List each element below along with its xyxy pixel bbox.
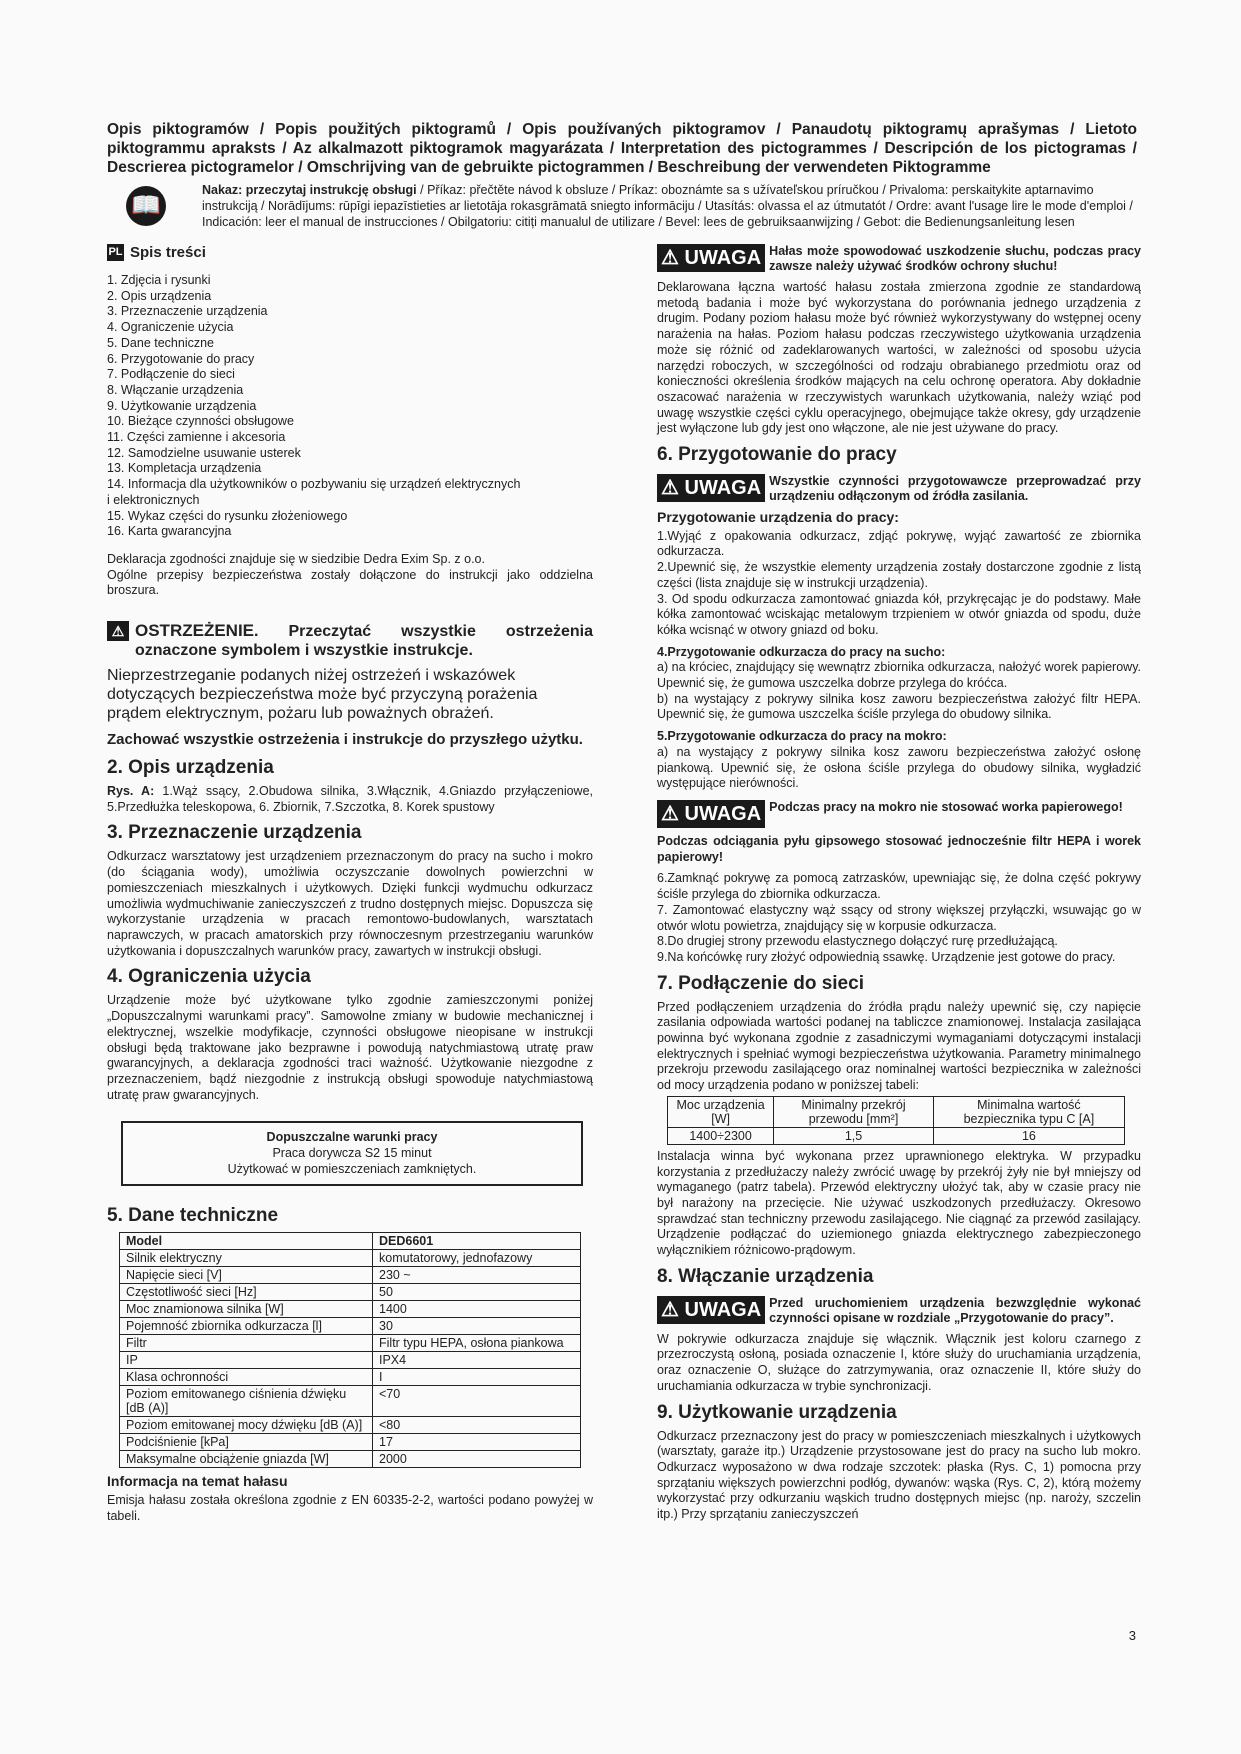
table-row [120, 1284, 581, 1301]
param-value: Filtr typu HEPA, osłona piankowa [373, 1335, 581, 1352]
wet-step-a: a) na wystający z pokrywy silnika kosz zaworu bezpieczeństwa założyć osłonę piankową. Upewnić się, że osłona ściśle przylega do obudowy silnika, wygładzić występujące nierówności. [657, 744, 1141, 791]
param-value: I [373, 1369, 581, 1386]
toc-item: 12. Samodzielne usuwanie usterek [107, 445, 301, 460]
section-3-text: Odkurzacz warsztatowy jest urządzeniem przeznaczonym do pracy na sucho i mokro (do ściągania wody), umożliwia oczyszczanie dowolnych powierzchni w pomieszczeniach mieszkalnych i użytkowych. Dzięki funkcji wydmuchu odkurzacz umożliwia wydmuchiwanie zanieczyszczeń z trudno dostępnych miejsc. Dopuszcza się wykorzystanie urządzenia w pracach remontowo-budowlanych, warsztatach naprawczych, w pracach amatorskich przy równoczesnym przestrzeganiu warunków użytkowania i dopuszczalnych warunków pracy, zawartych w instrukcji obsługi. [107, 849, 593, 958]
uwaga-badge: ⚠ UWAGA [657, 800, 765, 828]
table-row [120, 1301, 581, 1318]
table-row [120, 1434, 581, 1451]
toc-item: 15. Wykaz części do rysunku złożeniowego [107, 508, 348, 523]
dry-step-b: b) na wystający z pokrywy silnika kosz zaworu bezpieczeństwa założyć filtr HEPA. Upewnić się, że gumowa uszczelka ściśle przylega do obudowy silnika. [657, 691, 1141, 722]
table-row [120, 1335, 581, 1352]
section-6-title: 6. Przygotowanie do pracy [657, 444, 897, 466]
section-3-title: 3. Przeznaczenie urządzenia [107, 822, 362, 844]
toc-list [107, 273, 593, 540]
work-conditions-box: Dopuszczalne warunki pracy Praca dorywcza S2 15 minut Użytkować w pomieszczeniach zamkniętych. [121, 1121, 583, 1186]
noise-declaration: Deklarowana łączna wartość hałasu została zmierzona zgodnie ze standardową metodą badania i może być wykorzystana do porównania jednego urządzenia z drugim. Podany poziom hałasu może być również wykorzystywany do wstępnej oceny narażenia na hałas. Poziom hałasu podczas rzeczywistego użytkowania urządzenia może się różnić od zadeklarowanych wartości, w zależności od sposobu użycia narzędzi roboczych, w szczególności od rodzaju obrabianego przedmiotu oraz od konieczności określenia środków mających na celu ochronę operatora. Aby dokładnie oszacować narażenia w rzeczywistych warunkach użytkowania, należy wziąć pod uwagę wszystkie części cyklu operacyjnego, obejmujące także okresy, gdy urządzenie jest wyłączone lub gdy jest ono włączone, ale nie jest używane do pracy. [657, 280, 1141, 436]
param-name: Model [120, 1233, 373, 1250]
toc-item: 6. Przygotowanie do pracy [107, 351, 255, 366]
table-row [120, 1417, 581, 1434]
read-manual-icon: 📖 [126, 186, 166, 226]
pictograms-header: Opis piktogramów / Popis použitých piktogramů / Opis používaných piktogramov / Panaudotų piktogramų aprašymas / Lietoto piktogrammu apraksts / Az alkalmazott piktogramok magyarázata / Interpretation des pictogrammes / Descripción de los pictogramas / Descrierea pictogramelor / Omschrijving van de gebruikte pictogrammen / Beschreibung der verwendeten Piktogramme [107, 121, 1137, 176]
warning-body: Nieprzestrzeganie podanych niżej ostrzeżeń i wskazówek dotyczących bezpieczeństwa może być przyczyną porażenia prądem elektrycznym, pożaru lub poważnych obrażeń. [107, 667, 538, 723]
warning-block [107, 621, 593, 660]
page-number: 3 [1128, 1628, 1136, 1643]
param-name: Poziom emitowanej mocy dźwięku [dB (A)] [120, 1417, 373, 1434]
param-value: DED6601 [373, 1233, 581, 1250]
table-row [120, 1267, 581, 1284]
param-value: IPX4 [373, 1352, 581, 1369]
param-name: Maksymalne obciążenie gniazda [W] [120, 1451, 373, 1468]
param-name: Podciśnienie [kPa] [120, 1434, 373, 1451]
pictogram-description: Nakaz: przeczytaj instrukcję obsługi / Příkaz: přečtěte návod k obsluze / Príkaz: oboznámte sa s užívateľskou príručkou / Privaloma: perskaitykite aptarnavimo instrukciją / Norādījums: rūpīgi iepazīstieties ar lietotāja rokasgrāmatā sniegto informāciju / Utasítás: olvassa el az útmutatót / Ordre: avant l'usage lire le mode d'emploi / Indicación: leer el manual de instrucciones / Obilgatoriu: citiți manualul de utilizare / Bevel: lees de gebruiksaanwijzing / Gebot: die Bedienungsanleitung lesen [202, 183, 1133, 229]
warning-triangle-icon: ⚠ [107, 621, 129, 641]
prep-step-3: 3. Od spodu odkurzacza zamontować gniazda kół, przykręcając je do podstawy. Małe kółka zamontować wciskając metalowym trzpieniem w otwór gniazda od spodu, duże kółka wcisnąć w otwory gniazd od boku. [657, 591, 1141, 637]
param-name: Pojemność zbiornika odkurzacza [l] [120, 1318, 373, 1335]
declaration-note: Deklaracja zgodności znajduje się w siedzibie Dedra Exim Sp. z o.o. [107, 551, 485, 566]
uwaga-badge: ⚠ UWAGA [657, 474, 765, 502]
param-name: Moc znamionowa silnika [W] [120, 1301, 373, 1318]
table-row [120, 1451, 581, 1468]
toc-item: 9. Użytkowanie urządzenia [107, 398, 257, 413]
param-value: komutatorowy, jednofazowy [373, 1250, 581, 1267]
param-name: Silnik elektryczny [120, 1250, 373, 1267]
param-name: Poziom emitowanego ciśnienia dźwięku [dB (A)] [120, 1386, 373, 1417]
section-5-title: 5. Dane techniczne [107, 1205, 279, 1227]
uwaga-wet: ⚠ UWAGA Podczas pracy na mokro nie stosować worka papierowego! [657, 800, 1141, 828]
wet-title: 5.Przygotowanie odkurzacza do pracy na mokro: [657, 729, 947, 744]
dry-step-a: a) na króciec, znajdujący się wewnątrz zbiornika odkurzacza, nałożyć worek papierowy. Upewnić się, że gumowa uszczelka dobrze przylega do króćca. [657, 660, 1141, 691]
toc-item: 7. Podłączenie do sieci [107, 367, 235, 382]
param-name: Klasa ochronności [120, 1369, 373, 1386]
param-value: <70 [373, 1386, 581, 1417]
section-7-text-2: Instalacja winna być wykonana przez uprawnionego elektryka. W przypadku korzystania z przedłużaczy należy zwrócić uwagę by przekrój żyły nie był mniejszy od wymaganego (patrz tabela). Przewód elektryczny ułożyć tak, aby w czasie pracy nie był narażony na przecięcie. Nie używać uszkodzonych przedłużaczy. Okresowo sprawdzać stan techniczny przewodu zasilającego. Nie ciągnąć za przewód zasilający. Urządzenie podłączać do uziemionego gniazda elektrycznego zabezpieczonego wyłącznikiem różnicowo-prądowym. [657, 1148, 1141, 1258]
uwaga-badge: ⚠ UWAGA [657, 244, 765, 272]
toc-item: 5. Dane techniczne [107, 335, 215, 350]
param-value: 1400 [373, 1301, 581, 1318]
toc-item: 4. Ograniczenie użycia [107, 320, 234, 335]
section-8-text: W pokrywie odkurzacza znajduje się włącznik. Włącznik jest koloru czarnego z przezroczystą osłoną, posiada oznaczenie I, które służy do uruchamiania urządzenia, oraz oznaczenie O, służące do zatrzymywania, oraz oznaczenie II, które służy do uruchamiania odkurzacza w trybie synchronizacji. [657, 1331, 1141, 1393]
section-2-title: 2. Opis urządzenia [107, 757, 274, 779]
table-row [120, 1250, 581, 1267]
toc-item: 8. Włączanie urządzenia [107, 382, 244, 397]
toc-title: Spis treści [130, 243, 206, 261]
toc-item: 16. Karta gwarancyjna [107, 524, 232, 539]
warning-heading: OSTRZEŻENIE. Przeczytać wszystkie ostrzeżenia oznaczone symbolem i wszystkie instrukcje. [135, 621, 593, 660]
prep-step-9: 9.Na końcówkę rury złożyć odpowiednią ssawkę. Urządzenie jest gotowe do pracy. [657, 949, 1116, 964]
table-row [120, 1369, 581, 1386]
section-7-text: Przed podłączeniem urządzenia do źródła prądu należy upewnić się, czy napięcie zasilania odpowiada wartości podanej na tabliczce znamionowej. Instalacja zasilająca powinna być wykonana zgodnie z zasadniczymi wymaganiami dotyczącymi instalacji elektrycznych i spełniać wymogi bezpieczeństwa użytkowania. Parametry minimalnego przekroju przewodu zasilającego oraz nominalnej wartości bezpiecznika w zależności od mocy urządzenia podano w poniższej tabeli: [657, 999, 1141, 1093]
param-value: 50 [373, 1284, 581, 1301]
prep-step-1: 1.Wyjąć z opakowania odkurzacz, zdjąć pokrywę, wyjąć zawartość ze zbiornika odkurzacza. [657, 528, 1141, 559]
prep-step-2: 2.Upewnić się, że wszystkie elementy urządzenia zostały dostarczone zgodnie z listą części (lista znajduje się w instrukcji urządzenia). [657, 560, 1141, 590]
warning-keep: Zachować wszystkie ostrzeżenia i instrukcje do przyszłego użytku. [107, 731, 583, 749]
gypsum-note: Podczas odciągania pyłu gipsowego stosować jednocześnie filtr HEPA i worek papierowy! [657, 833, 1141, 864]
param-name: IP [120, 1352, 373, 1369]
section-8-title: 8. Włączanie urządzenia [657, 1265, 874, 1287]
toc-item: 10. Bieżące czynności obsługowe [107, 414, 294, 429]
right-column [657, 244, 1141, 1529]
section-7-title: 7. Podłączenie do sieci [657, 972, 864, 994]
section-4-title: 4. Ograniczenia użycia [107, 966, 311, 988]
section-9-title: 9. Użytkowanie urządzenia [657, 1401, 897, 1423]
toc-item: 2. Opis urządzenia [107, 288, 212, 303]
pl-flag-icon: PL [107, 244, 124, 261]
table-row [120, 1352, 581, 1369]
left-column [107, 244, 593, 1530]
toc-item: 11. Części zamienne i akcesoria [107, 430, 286, 445]
toc-heading [107, 244, 593, 261]
toc-item: 13. Kompletacja urządzenia [107, 461, 262, 476]
param-value: 30 [373, 1318, 581, 1335]
dry-title: 4.Przygotowanie odkurzacza do pracy na sucho: [657, 644, 946, 659]
section-9-text: Odkurzacz przeznaczony jest do pracy w pomieszczeniach mieszkalnych i użytkowych (warsztaty, garaże itp.) Urządzenie przystosowane jest do pracy na sucho lub mokro. Odkurzacz wyposażono w dwa rodzaje szczotek: płaska (Rys. C, 1) pomocna przy sprzątaniu większych powierzchni podłóg, dywanów: wąska (Rys. C, 2), którą możemy wykorzystać przy odkurzaniu wąskich trudno dostępnych miejsc (np. naroży, szczelin itp.) Przy sprzątaniu zanieczyszczeń [657, 1428, 1141, 1522]
toc-item: i elektronicznych [107, 492, 200, 507]
tech-data-table [119, 1232, 581, 1468]
section-2-text: Rys. A: 1.Wąż ssący, 2.Obudowa silnika, 3.Włącznik, 4.Gniazdo przyłączeniowe, 5.Przedłużka teleskopowa, 6. Zbiornik, 7.Szczotka, 8. Korek spustowy [107, 784, 593, 814]
param-name: Filtr [120, 1335, 373, 1352]
param-value: 17 [373, 1434, 581, 1451]
toc-item: 1. Zdjęcia i rysunki [107, 273, 211, 287]
param-value: 230 ~ [373, 1267, 581, 1284]
noise-info-text: Emisja hałasu została określona zgodnie z EN 60335-2-2, wartości podano powyżej w tabeli. [107, 1493, 593, 1523]
uwaga-start: ⚠ UWAGA Przed uruchomieniem urządzenia bezwzględnie wykonać czynności opisane w rozdziale „Przygotowanie do pracy”. [657, 1296, 1141, 1326]
param-name: Częstotliwość sieci [Hz] [120, 1284, 373, 1301]
prep-step-8: 8.Do drugiej strony przewodu elastycznego dołączyć rurę przedłużającą. [657, 934, 1058, 949]
noise-info-title: Informacja na temat hałasu [107, 1473, 288, 1490]
section-4-text: Urządzenie może być użytkowane tylko zgodnie zamieszczonymi poniżej „Dopuszczalnymi warunkami pracy”. Samowolne zmiany w budowie mechanicznej i elektrycznej, wszelkie modyfikacje, czynności obsługowe nieopisane w instrukcji obsługi będą traktowane jako bezprawne i powodują natychmiastową utratę praw gwarancyjnych, a deklaracja zgodności traci ważność. Użytkowanie niezgodne z przeznaczeniem, bądź niezgodnie z instrukcją obsługi spowoduje natychmiastową utratę praw gwarancyjnych. [107, 993, 593, 1102]
prep-step-7: 7. Zamontować elastyczny wąż ssący od strony większej przyłączki, wsuwając go w otwór wlotu powietrza, znajdujący się w korpusie odkurzacza. [657, 902, 1141, 933]
prep-title: Przygotowanie urządzenia do pracy: [657, 509, 899, 526]
param-value: <80 [373, 1417, 581, 1434]
table-row [120, 1318, 581, 1335]
table-row [120, 1233, 581, 1250]
uwaga-noise: ⚠ UWAGA Hałas może spowodować uszkodzenie słuchu, podczas pracy zawsze należy używać środków ochrony słuchu! [657, 244, 1141, 274]
prep-step-6: 6.Zamknąć pokrywę za pomocą zatrzasków, upewniając się, że dolna część pokrywy ściśle przylega do zbiornika odkurzacza. [657, 871, 1141, 902]
param-name: Napięcie sieci [V] [120, 1267, 373, 1284]
general-safety-note: Ogólne przepisy bezpieczeństwa zostały dołączone do instrukcji jako oddzielna broszura. [107, 567, 593, 598]
toc-item: 14. Informacja dla użytkowników o pozbywaniu się urządzeń elektrycznych [107, 477, 521, 492]
toc-item: 3. Przeznaczenie urządzenia [107, 304, 268, 319]
param-value: 2000 [373, 1451, 581, 1468]
fuse-table: Moc urządzenia [W] Minimalny przekrój przewodu [mm²] Minimalna wartość bezpiecznika typu C [A] 1400÷2300 1,5 16 [667, 1096, 1125, 1145]
uwaga-badge: ⚠ UWAGA [657, 1296, 765, 1324]
table-row [120, 1386, 581, 1417]
uwaga-prep: ⚠ UWAGA Wszystkie czynności przygotowawcze przeprowadzać przy urządzeniu odłączonym od źródła zasilania. [657, 474, 1141, 504]
